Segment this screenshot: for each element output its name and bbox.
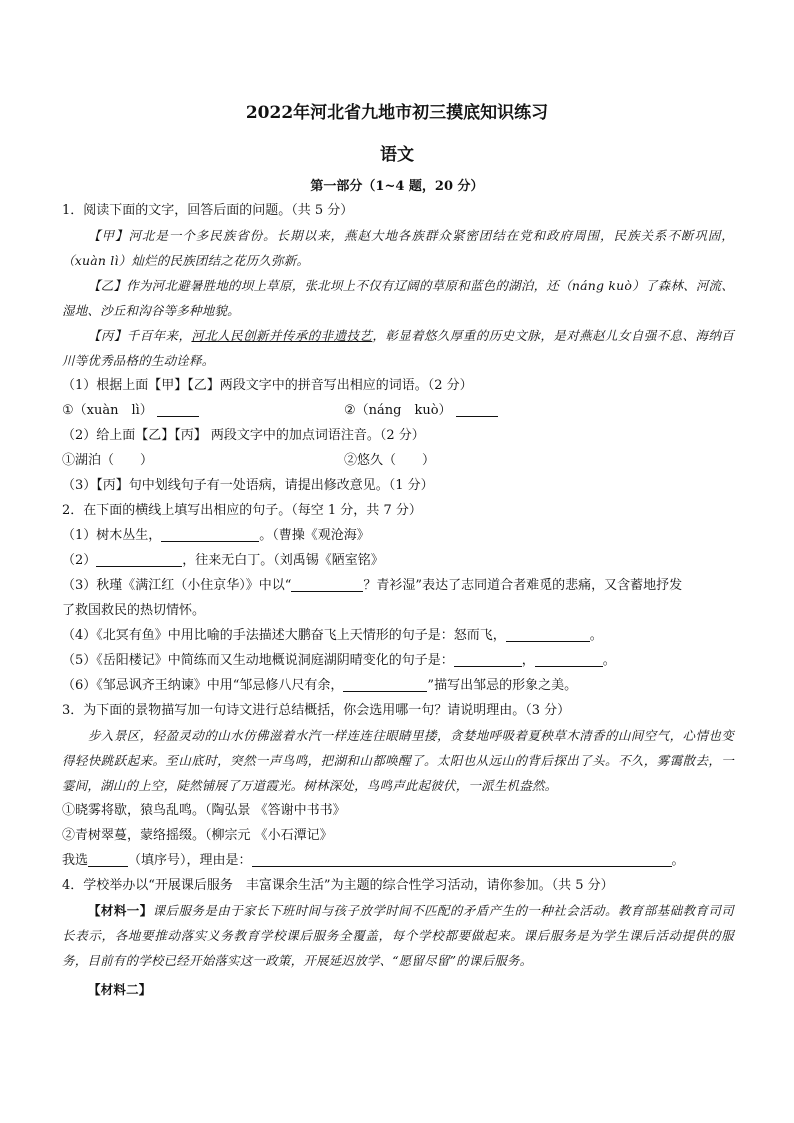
q2-line6-post: ”描写出邹忌的形象之美。	[427, 678, 578, 693]
q2-line3-blank[interactable]	[291, 577, 363, 592]
q2-line1	[62, 523, 734, 548]
q2-line3-post: ？青衫湿”表达了志同道合者难觅的悲痛，又含蓄地抒发	[363, 578, 683, 593]
q1-sub1: （1）根据上面【甲】【乙】两段文字中的拼音写出相应的词语。（2 分）	[62, 378, 473, 393]
q2-line5-post: 。	[602, 653, 616, 668]
q3-choose-pre: 我选	[62, 853, 89, 868]
q3-choice-line	[62, 848, 734, 873]
q2-line5-mid: ，	[521, 653, 535, 668]
q2-line2	[62, 548, 734, 573]
q1-jia-text: 河北是一个多民族省份。长期以来，燕赵大地各族群众紧密团结在党和政府周围，民族关系不断巩固，（xuàn lì）灿烂的民族团结之花历久弥新。	[62, 228, 734, 268]
q1-paragraph-bing	[62, 323, 734, 373]
q1-yi-label: 【乙】	[88, 278, 127, 293]
q1-sub2-b[interactable]: ②悠久（ ）	[344, 453, 436, 468]
q2-line2-blank[interactable]	[96, 552, 182, 567]
q1-stem: 1．阅读下面的文字，回答后面的问题。（共 5 分）	[62, 203, 354, 218]
q3-option-2: ②青树翠蔓，蒙络摇缀。（柳宗元 《小石潭记》	[62, 828, 333, 843]
q2-line5	[62, 648, 734, 673]
q2-line4-blank[interactable]	[506, 627, 590, 642]
q1-jia-label: 【甲】	[88, 228, 129, 243]
q2-line6	[62, 673, 734, 698]
q2-line3-pre: （3）秋瑾《满江红（小住京华）》中以“	[62, 578, 292, 593]
q3-choice-blank[interactable]	[88, 852, 128, 867]
q3-reason-blank[interactable]	[252, 852, 672, 867]
q2-line2-pre: （2）	[62, 553, 97, 568]
q2-line3-cont: 了救国救民的热切情怀。	[62, 603, 206, 618]
q2-line2-post: ，往来无白丁。（刘禹锡《陋室铭》	[182, 553, 384, 568]
q3-stem: 3．为下面的景物描写加一句诗文进行总结概括，你会选用哪一句？请说明理由。（3 分）	[62, 703, 571, 718]
q1-bing-label: 【丙】	[88, 328, 127, 343]
q1-sub1-a-label: ①（xuàn lì）	[62, 403, 153, 418]
q1-sub3: （3）【丙】句中划线句子有一处语病，请提出修改意见。（1 分）	[62, 478, 434, 493]
q2-line6-blank[interactable]	[343, 677, 427, 692]
q2-line4	[62, 623, 734, 648]
q1-sub2: （2）给上面【乙】【丙】 两段文字中的加点词语注音。（2 分）	[62, 428, 425, 443]
q2-line1-post: 。（曹操《观沧海》	[259, 528, 370, 543]
q4-m1-label: 【材料一】	[88, 903, 153, 918]
q1-bing-post: ，彰显着悠久厚重的历史文脉，是对燕赵儿女自强不息、海纳百川等优秀品格的生动诠释。	[62, 328, 734, 368]
q2-line3	[62, 573, 734, 598]
q3-passage: 步入景区，轻盈灵动的山水仿佛滋着水汽一样连连往眼睛里搂，贪婪地呼吸着夏秧草木清香的山间空气，心情也变得轻快跳跃起来。至山底时，突然一声鸟鸣，把湖和山都唤醒了。太阳也从远山的背后探出了头。不久，雾霭散去，一霎间，湖山的上空，陡然铺展了万道霞光。树林深处，鸟鸣声此起彼伏，一派生机盎然。	[62, 728, 734, 793]
q1-sub1-a-blank[interactable]	[157, 402, 199, 417]
q3-option-1: ①晓雾将歇，猿鸟乱鸣。（陶弘景 《答谢中书书》	[62, 803, 346, 818]
q1-sub1-a	[62, 398, 344, 423]
q1-sub1-b-blank[interactable]	[456, 402, 498, 417]
q2-stem: 2．在下面的横线上填写出相应的句子。（每空 1 分，共 7 分）	[62, 503, 422, 518]
q1-paragraph-yi	[62, 273, 734, 323]
section-heading: 第一部分（1~4 题，20 分）	[310, 179, 484, 194]
document-title: 2022年河北省九地市初三摸底知识练习	[245, 103, 549, 123]
q3-choose-post: 。	[671, 853, 685, 868]
q4-stem: 4．学校举办以“开展课后服务 丰富课余生活”为主题的综合性学习活动，请你参加。（共 5 分）	[62, 878, 614, 893]
q4-material-2	[62, 977, 734, 1002]
q1-sub2-a[interactable]: ①湖泊（ ）	[62, 453, 154, 468]
q1-bing-pre: 千百年来，	[126, 328, 192, 343]
q3-choose-mid: （填序号），理由是：	[128, 853, 252, 868]
q4-material-1	[62, 898, 734, 973]
q2-line5-blank-b[interactable]	[535, 652, 603, 667]
subject-heading: 语文	[380, 145, 414, 165]
q1-sub2-answers	[62, 448, 734, 473]
q1-paragraph-jia	[62, 223, 734, 273]
q2-line6-pre: （6）《邹忌讽齐王纳谏》中用“邹忌修八尺有余，	[62, 678, 344, 693]
q4-m2-label: 【材料二】	[88, 982, 152, 997]
q1-sub1-b-label: ②（náng kuò）	[344, 403, 452, 418]
q1-bing-underlined: 河北人民创新并传承的非遗技艺	[191, 328, 373, 343]
q2-line1-pre: （1）树木丛生，	[62, 528, 162, 543]
q1-sub1-b	[344, 398, 498, 423]
q2-line5-blank-a[interactable]	[454, 652, 522, 667]
q2-line5-pre: （5）《岳阳楼记》中简练而又生动地概说洞庭湖阴晴变化的句子是：	[62, 653, 454, 668]
q2-line4-pre: （4）《北冥有鱼》中用比喻的手法描述大鹏奋飞上天情形的句子是：怒而飞，	[62, 628, 506, 643]
content-body	[62, 198, 734, 1002]
q4-m1-text: 课后服务是由于家长下班时间与孩子放学时间不匹配的矛盾产生的一种社会活动。教育部基础教育司司长表示，各地要推动落实义务教育学校课后服务全覆盖，每个学校都要做起来。课后服务是为学生课后活动提供的服务，目前有的学校已经开始落实这一政策，开展延迟放学、“愿留尽留”的课后服务。	[62, 903, 734, 968]
q1-yi-text: 作为河北避暑胜地的坝上草原，张北坝上不仅有辽阔的草原和蓝色的湖泊，还（náng kuò）了森林、河流、湿地、沙丘和沟谷等多种地貌。	[62, 278, 734, 318]
q2-line4-post: 。	[589, 628, 603, 643]
q2-line1-blank[interactable]	[161, 527, 259, 542]
q1-sub1-answers	[62, 398, 734, 423]
